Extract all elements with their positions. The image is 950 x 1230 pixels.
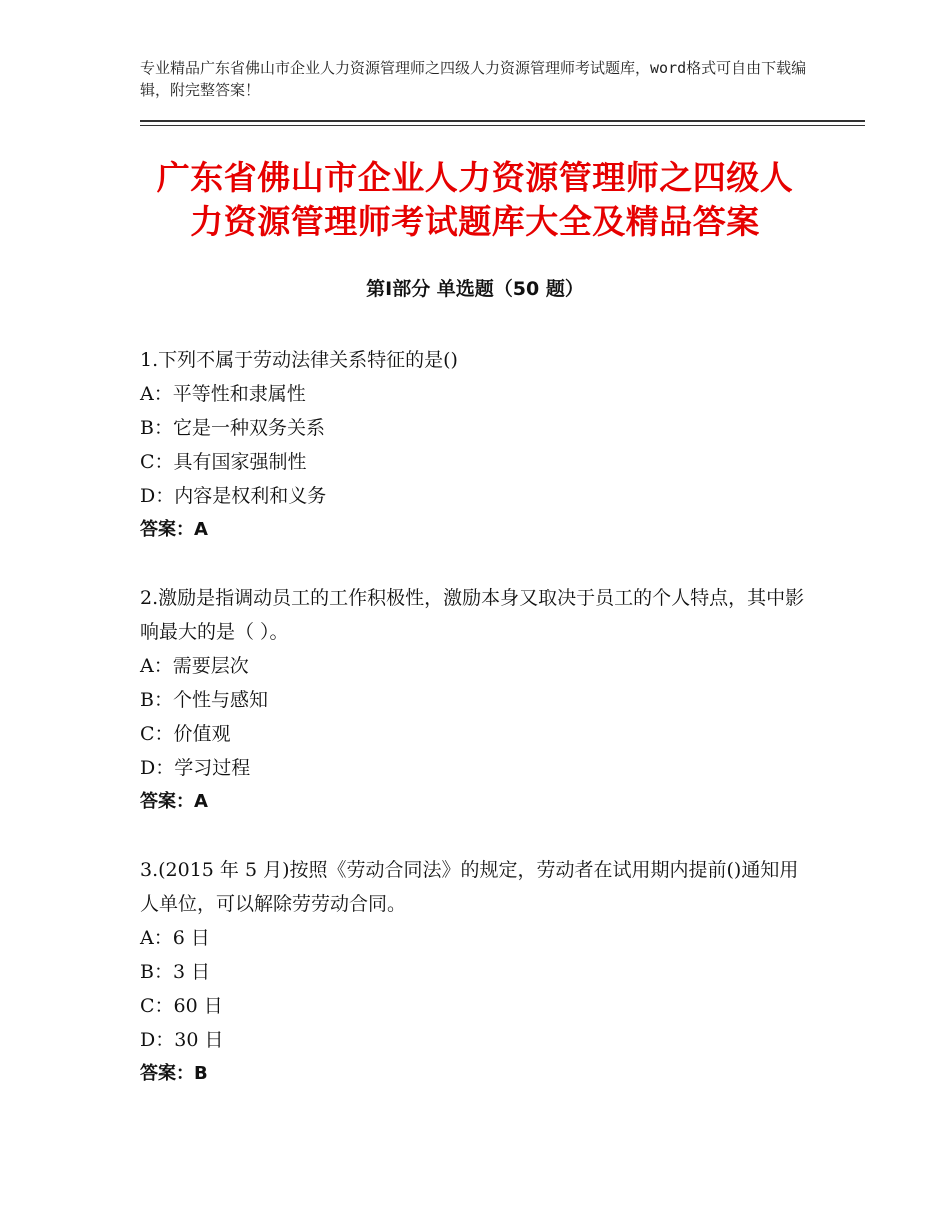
option-a: A：6 日 [140,927,210,949]
title-line-2: 力资源管理师考试题库大全及精品答案 [190,202,760,241]
answer: 答案：A [140,519,208,540]
option-a: A：需要层次 [140,655,249,677]
header-note: 专业精品广东省佛山市企业人力资源管理师之四级人力资源管理师考试题库，word格式可自由下载编辑，附完整答案！ [140,59,807,99]
option-d: D：学习过程 [140,757,251,779]
section-title: 第Ⅰ部分 单选题（50 题） [366,278,584,300]
question-stem: 2.激励是指调动员工的工作积极性，激励本身又取决于员工的个人特点，其中影响最大的是（ ）。 [140,587,805,643]
title-line-1: 广东省佛山市企业人力资源管理师之四级人 [156,158,794,197]
question-2 [140,581,810,819]
question-3 [140,853,810,1091]
option-b: B：它是一种双务关系 [140,417,325,439]
header-rule-thick [140,120,865,122]
option-c: C：60 日 [140,995,223,1017]
option-d: D：30 日 [140,1029,224,1051]
question-stem: 1.下列不属于劳动法律关系特征的是() [140,349,458,371]
header-rule-thin [140,125,865,126]
question-list [140,343,810,1125]
option-d: D：内容是权利和义务 [140,485,327,507]
document-title [100,156,850,244]
option-b: B：个性与感知 [140,689,268,711]
option-c: C：具有国家强制性 [140,451,307,473]
option-b: B：3 日 [140,961,211,983]
answer: 答案：B [140,1063,208,1084]
question-stem: 3.(2015 年 5 月)按照《劳动合同法》的规定，劳动者在试用期内提前()通知用人单位，可以解除劳劳动合同。 [140,859,799,915]
option-c: C：价值观 [140,723,231,745]
answer: 答案：A [140,791,208,812]
option-a: A：平等性和隶属性 [140,383,306,405]
question-1 [140,343,810,547]
